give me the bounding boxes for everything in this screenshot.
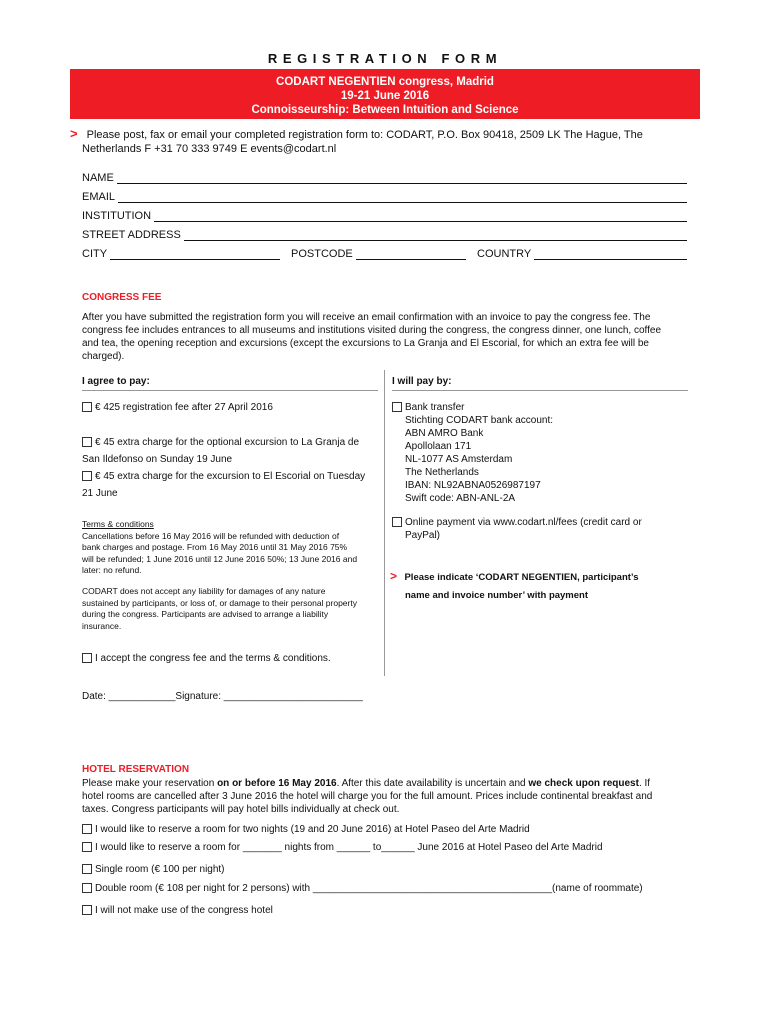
terms-and-conditions (82, 519, 382, 577)
banner-event-subtitle: Connoisseurship: Between Intuition and Science (251, 104, 519, 116)
divider (82, 390, 378, 391)
fee-option-label: € 45 extra charge for the optional excursion to La Granja de (95, 437, 360, 448)
hotel-description (82, 777, 702, 816)
name-field[interactable] (82, 170, 687, 184)
hotel-para-line: taxes. Congress participants will pay hotel bills individually at check out. (82, 804, 400, 815)
hotel-deadline: on or before 16 May 2016 (217, 778, 337, 789)
checkbox[interactable] (82, 402, 92, 412)
bank-detail-line: NL-1077 AS Amsterdam (405, 454, 513, 465)
country-field[interactable] (477, 246, 687, 260)
payment-note-line: Please indicate ‘CODART NEGENTIEN, participant’s (404, 572, 639, 583)
payment-bank-transfer[interactable] (392, 401, 553, 505)
street-address-label: STREET ADDRESS (82, 229, 181, 241)
fee-option-label: € 425 registration fee after 27 April 2016 (95, 402, 273, 413)
hotel-option-label: I would like to reserve a room for two nights (19 and 20 June 2016) at Hotel Paseo del Arte Madrid (95, 824, 530, 835)
hotel-option-double-room[interactable] (82, 882, 643, 895)
email-field[interactable] (82, 189, 687, 203)
checkbox[interactable] (392, 517, 402, 527)
checkbox[interactable] (82, 824, 92, 834)
hotel-option-label: I would like to reserve a room for _______ nights from ______ to______ June 2016 at Hotel Paseo del Arte Madrid (95, 842, 603, 853)
bank-detail-line: Swift code: ABN-ANL-2A (405, 493, 516, 504)
congress-fee-description (82, 311, 692, 363)
intro-instructions (70, 127, 710, 156)
name-label: NAME (82, 172, 114, 184)
congress-fee-heading: CONGRESS FEE (82, 292, 162, 303)
bank-detail-line: IBAN: NL92ABNA0526987197 (405, 480, 541, 491)
hotel-option-none[interactable] (82, 904, 273, 917)
checkbox[interactable] (82, 437, 92, 447)
fee-option-registration[interactable] (82, 401, 273, 414)
fee-para-line: charged). (82, 351, 125, 362)
liability-line: insurance. (82, 620, 122, 631)
terms-line: bank charges and postage. From 16 May 2016 until 31 May 2016 75% (82, 542, 348, 552)
red-arrow-icon: > (70, 126, 78, 141)
banner-event-dates: 19-21 June 2016 (340, 90, 430, 102)
checkbox[interactable] (392, 402, 402, 412)
liability-line: sustained by participants, or loss of, or damage to their personal property (82, 597, 357, 608)
column-divider (384, 370, 385, 676)
hotel-para-line (82, 777, 702, 790)
institution-field[interactable] (82, 208, 687, 222)
liability-line: CODART does not accept any liability for damages of any nature (82, 586, 326, 596)
pay-by-header: I will pay by: (392, 376, 452, 387)
checkbox[interactable] (82, 883, 92, 893)
divider (392, 390, 688, 391)
fee-option-label: € 45 extra charge for the excursion to El Escorial on Tuesday (95, 471, 366, 482)
payment-online[interactable] (392, 516, 642, 542)
terms-line: Cancellations before 16 May 2016 will be refunded with deduction of (82, 530, 340, 541)
checkbox[interactable] (82, 864, 92, 874)
institution-label: INSTITUTION (82, 210, 152, 222)
hotel-text: . After this date availability is uncertain and (336, 778, 529, 789)
checkbox[interactable] (82, 653, 92, 663)
postcode-label: POSTCODE (291, 248, 353, 260)
terms-heading: Terms & conditions (82, 519, 154, 529)
fee-para-line: congress fee includes entrances to all museums and institutions visited during the congress, the congress dinner, one lunch, coffee (82, 325, 662, 336)
online-payment-label: PayPal) (405, 530, 441, 541)
checkbox[interactable] (82, 905, 92, 915)
hotel-text-bold: we check upon request (528, 778, 639, 789)
email-label: EMAIL (82, 191, 116, 203)
liability-notice (82, 586, 382, 632)
hotel-text: . If (638, 778, 651, 789)
terms-line: will be refunded; 1 June 2016 until 12 June 2016 50%; 13 June 2016 and (82, 553, 358, 564)
hotel-heading: HOTEL RESERVATION (82, 764, 190, 775)
payment-note-line: name and invoice number’ with payment (405, 590, 589, 601)
liability-line: during the congress. Participants are advised to arrange a liability (82, 609, 329, 619)
accept-terms-option[interactable] (82, 652, 331, 665)
fee-option-label: San Ildefonso on Sunday 19 June (82, 454, 233, 465)
date-signature-field[interactable]: Date: ____________Signature: _________________________ (82, 691, 363, 702)
postcode-field[interactable] (291, 246, 466, 260)
checkbox[interactable] (82, 842, 92, 852)
payment-reference-note (390, 567, 690, 603)
checkbox[interactable] (82, 471, 92, 481)
city-field[interactable] (82, 246, 280, 260)
fee-para-line: After you have submitted the registration form you will receive an email confirmation with an invoice to pay the congress fee. The (82, 312, 651, 323)
bank-details (405, 401, 553, 505)
bank-detail-line: The Netherlands (405, 467, 479, 478)
terms-line: later: no refund. (82, 565, 142, 575)
street-address-field[interactable] (82, 227, 687, 241)
fee-option-la-granja[interactable] (82, 434, 359, 468)
hotel-option-label: Double room (€ 108 per night for 2 persons) with ___________________________________________(name of roommate) (95, 883, 643, 894)
bank-detail-line: ABN AMRO Bank (405, 428, 484, 439)
hotel-option-custom-nights[interactable] (82, 841, 603, 854)
red-arrow-icon: > (390, 569, 398, 583)
hotel-option-label: Single room (€ 100 per night) (95, 864, 225, 875)
accept-terms-label: I accept the congress fee and the terms & conditions. (95, 653, 331, 664)
hotel-text: Please make your reservation (82, 778, 218, 789)
hotel-option-single-room[interactable] (82, 863, 225, 876)
banner-event-name: CODART NEGENTIEN congress, Madrid (276, 76, 494, 88)
fee-option-label: 21 June (82, 488, 118, 499)
fee-option-el-escorial[interactable] (82, 468, 365, 502)
bank-detail-line: Apollolaan 171 (405, 441, 472, 452)
intro-line-2: Netherlands F +31 70 333 9749 E events@codart.nl (82, 143, 337, 155)
agree-to-pay-header: I agree to pay: (82, 376, 150, 387)
bank-detail-line: Stichting CODART bank account: (405, 415, 554, 426)
online-payment-label: Online payment via www.codart.nl/fees (credit card or (405, 517, 642, 528)
country-label: COUNTRY (477, 248, 532, 260)
city-label: CITY (82, 248, 108, 260)
form-title: REGISTRATION FORM (267, 51, 503, 66)
hotel-para-line: hotel rooms are cancelled after 3 June 2016 the hotel will charge you for the full amount. Prices include continental breakfast and (82, 791, 653, 802)
hotel-option-label: I will not make use of the congress hotel (95, 905, 273, 916)
event-banner (70, 69, 700, 119)
hotel-option-two-nights[interactable] (82, 823, 530, 836)
bank-detail-line: Bank transfer (405, 402, 465, 413)
fee-para-line: and tea, the opening reception and excursions (except the excursions to La Granja and El Escorial, for which an extra fee will be (82, 338, 649, 349)
intro-line-1: Please post, fax or email your completed registration form to: CODART, P.O. Box 90418, 2509 LK The Hague, The (86, 129, 643, 141)
